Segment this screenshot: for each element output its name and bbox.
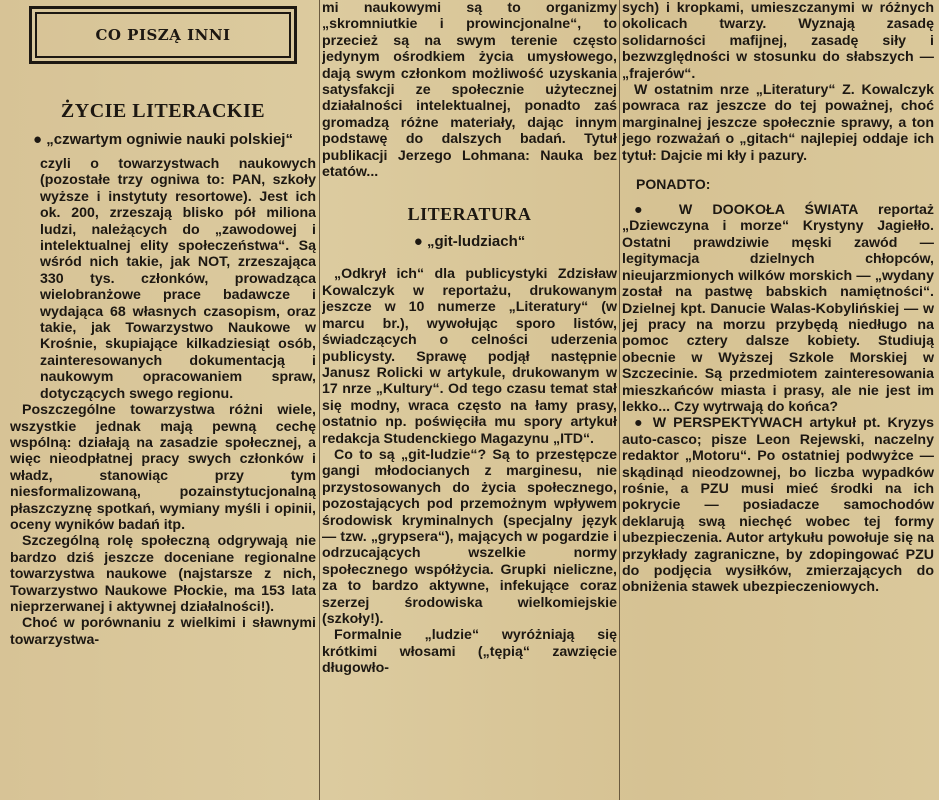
article-body-continued: [622, 0, 934, 164]
article-body: [322, 266, 617, 676]
column-2: [322, 0, 617, 800]
article-body: [622, 202, 934, 596]
section-heading-literatura: LITERATURA: [407, 204, 532, 225]
paragraph: Formalnie „ludzie“ wyróżniają się krótkimi włosami („tępią“ zawzięcie długowło-: [322, 627, 617, 677]
article-body: [10, 156, 316, 648]
column-divider: [319, 0, 320, 800]
paragraph: Poszczególne towarzystwa różni wiele, wszystkie jednak mają pewną cechę wspólną: działają na zasadzie społecznej, a więc nieodpłatnej pracy swych członków i władz, stanowiąc przy tym niesformalizowaną, pozainstytucjonalną płaszczyznę spotkań, wymiany myśli i opinii, oceny wyników badań itp.: [10, 402, 316, 533]
paragraph: czyli o towarzystwach naukowych (pozostałe trzy ogniwa to: PAN, szkoły wyższe i instytuty resortowe). Jest ich ok. 200, zrzeszają blisko pół miliona ludzi, należących do „zawodowej i intelektualnej elity społeczeństwa“. Są wśród nich takie, jak NOT, zrzeszająca 330 tys. członków, prowadząca wielobranżowe prace badawcze i wydająca 68 własnych czasopism, oraz takie, jak Towarzystwo Naukowe w Krośnie, skupiające kilkadziesiąt osób, zainteresowanych dokumentacją i naukowym opracowaniem spraw, dotyczących swego regionu.: [40, 156, 316, 402]
news-item-dookola-swiata: ● W DOOKOŁA ŚWIATA reportaż „Dziewczyna i morze“ Krystyny Jagiełło. Ostatni prawdziwie męski zawód — legitymacja dzielnych chłopców, nieujarzmionych wilków morskich — „wydany został na pastwę babskich namiętności“. Dzielnej kpt. Danucie Walas-Kobylińskiej — w jej pracy na morzu przybędą niedługo na pomoc cztery dalsze kobiety. Studiują obecnie w Wyższej Szkole Morskiej w Szczecinie. Są przedmiotem zainteresowania mieszkańców miasta i prasy, ale nie jest im lekko... Czy wytrwają do końca?: [622, 202, 934, 415]
paragraph: Co to są „git-ludzie“? Są to przestępcze gangi młodocianych z marginesu, nie przystosowanych do życia społecznego, pozostających pod przemożnym wpływem środowisk kryminalnych (specjalny język — tzw. „grypsera“), mających w pogardzie i odrzucających wszelkie normy społecznego współżycia. Grupki nieliczne, za to bardzo aktywne, infekujące coraz szerzej środowiska wielkomiejskie (szkoły!).: [322, 446, 617, 627]
article-body-continued: [322, 0, 617, 180]
paragraph: Szczególną rolę społeczną odgrywają nie bardzo dziś jeszcze doceniane regionalne towarzystwa naukowe (najstarsze z nich, Towarzystwo Naukowe Płockie, ma 153 lata nieprzerwanej i aktywnej działalności!).: [10, 533, 316, 615]
paragraph: sych) i kropkami, umieszczanymi w różnych okolicach twarzy. Wyznają zasadę solidarności mafijnej, zasadę siły i bezwzględności w stosunku do słabszych — „frajerów“.: [622, 0, 934, 82]
paragraph: W ostatnim nrze „Literatury“ Z. Kowalczyk powraca raz jeszcze do tej poważnej, choć marginalnej jeszcze społecznie sprawy, a ton jego rozważań o „gitach“ najlepiej oddaje ich tytuł: Dajcie mi kły i pazury.: [622, 82, 934, 164]
ponadto-heading: PONADTO:: [636, 176, 711, 193]
column-1: [10, 0, 316, 800]
column-divider: [619, 0, 620, 800]
section-heading-zycie-literackie: ŻYCIE LITERACKIE: [60, 100, 266, 122]
paragraph: „Odkrył ich“ dla publicystyki Zdzisław Kowalczyk w reportażu, drukowanym jeszcze w 10 numerze „Literatury“ (w marcu br.), wywołując sporo listów, świadczących o celności uderzenia publicysty. Sprawę podjął następnie Janusz Rolicki w artykule, drukowanym w 17 nrze „Kultury“. Od tego czasu temat stał się modny, wraca często na łamy prasy, ostatnio np. poświęciła mu spory artykuł redakcja Studenckiego Magazynu „ITD“.: [322, 266, 617, 447]
paragraph: mi naukowymi są to organizmy „skromniutkie i prowincjonalne“, to przecież są na swym terenie często jedynym ośrodkiem życia umysłowego, dają swym członkom możliwość uzyskania satysfakcji ze społecznie użytecznej działalności intelektualnej, ponadto zaś gromadzą różne materiały, dając innym podstawę do dalszych badań. Tytuł publikacji Jerzego Lohmana: Nauka bez etatów...: [322, 0, 617, 181]
article-subheading: ● „git-ludziach“: [413, 233, 526, 251]
column-3: [622, 0, 934, 800]
news-item-perspektywy: ● W PERSPEKTYWACH artykuł pt. Kryzys auto-casco; pisze Leon Rejewski, naczelny redaktor „Motoru“. Po ostatniej podwyżce — skądinąd nieodzownej, bo liczba wypadków rośnie, a PZU musi mieć środki na ich pokrycie — posiadacze samochodów deklarują swą niechęć wobec tej formy ubezpieczenia. Autor artykułu powołuje się na przykłady zagraniczne, by zdopingować PZU do podjęcia wysiłków, zmierzających do obniżenia stawek ubezpieczeniowych.: [622, 415, 934, 596]
rubric-box: [29, 6, 297, 64]
paragraph: Choć w porównaniu z wielkimi i sławnymi towarzystwa-: [10, 615, 316, 648]
rubric-title: CO PISZĄ INNI: [95, 26, 231, 44]
article-subheading: ● „czwartym ogniwie nauki polskiej“: [33, 131, 293, 148]
